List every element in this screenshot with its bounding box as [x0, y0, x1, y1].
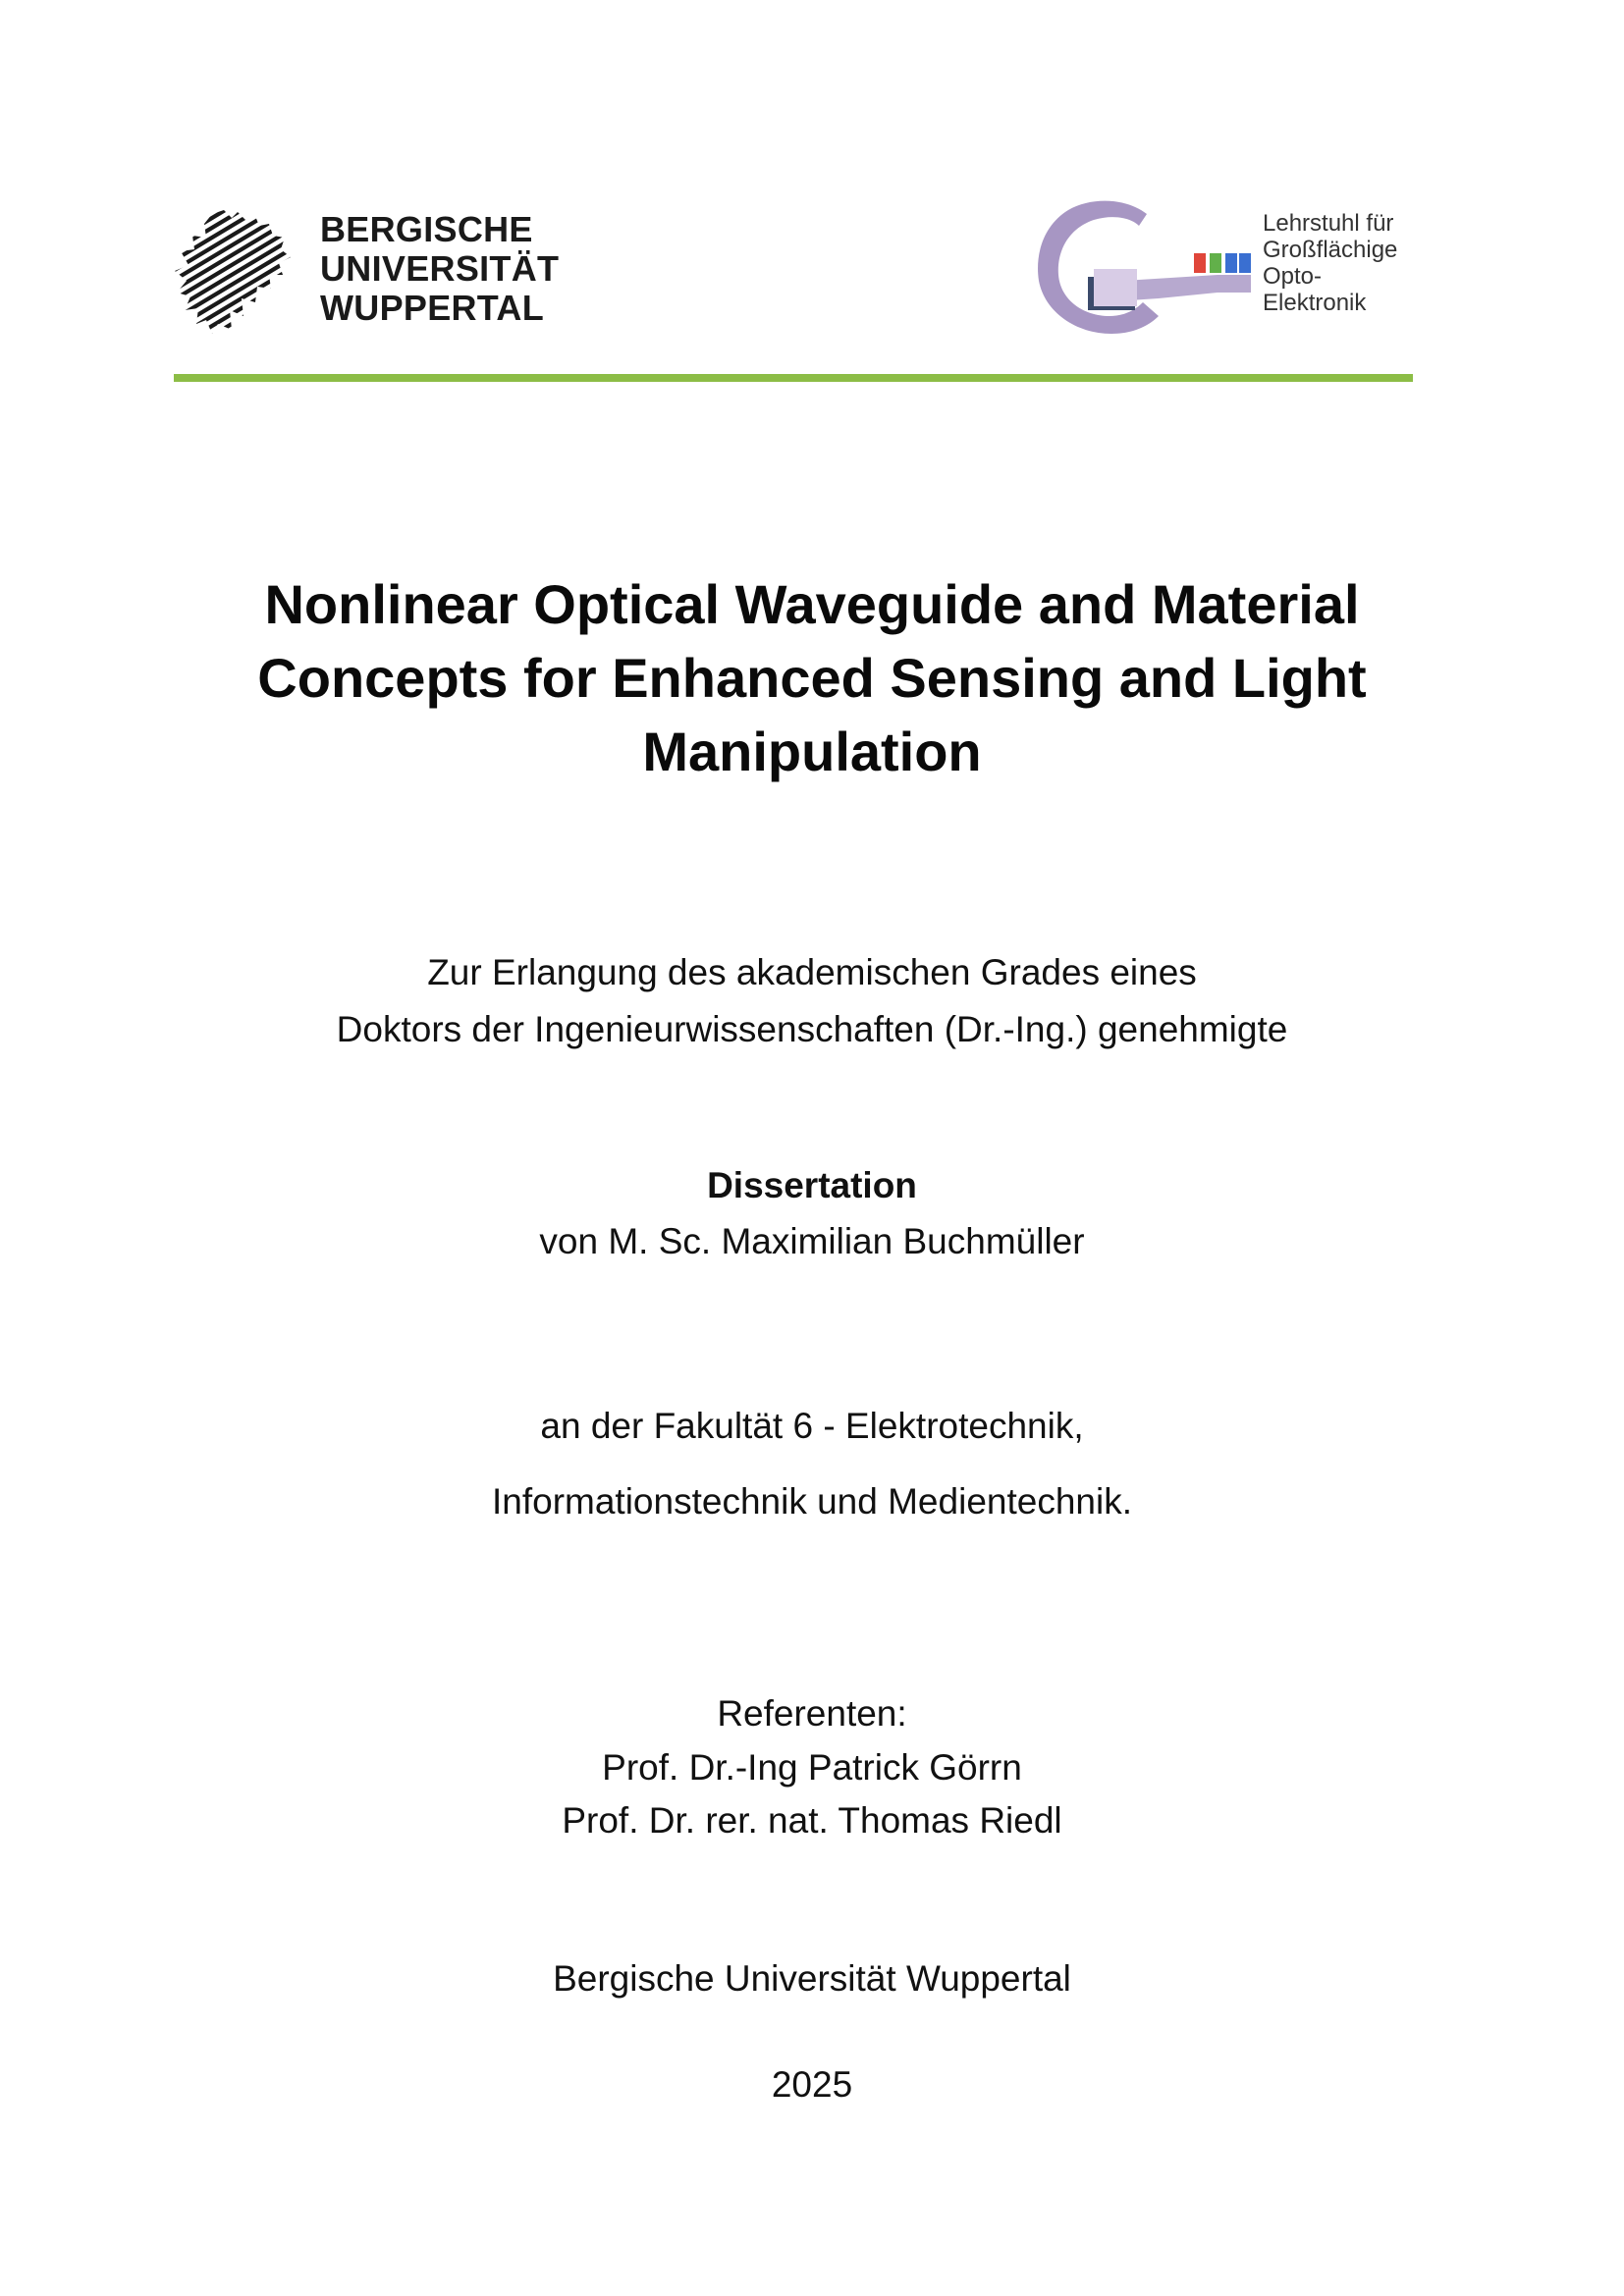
chair-wordmark-line: Opto-	[1263, 263, 1323, 290]
referee-name: Prof. Dr. rer. nat. Thomas Riedl	[562, 1800, 1062, 1841]
chair-wordmark-line: Elektronik	[1263, 290, 1367, 316]
university-logo	[173, 202, 585, 340]
degree-statement-line: Zur Erlangung des akademischen Grades eines	[427, 952, 1197, 992]
author-line: von M. Sc. Maximilian Buchmüller	[539, 1221, 1085, 1261]
chair-wordmark-line: Lehrstuhl für	[1263, 210, 1394, 237]
referee-name: Prof. Dr.-Ing Patrick Görrn	[602, 1747, 1022, 1788]
thesis-title-line: Nonlinear Optical Waveguide and Material	[264, 573, 1360, 635]
referees-heading: Referenten:	[717, 1693, 907, 1734]
faculty-line-2: Informationstechnik und Medientechnik.	[492, 1481, 1132, 1522]
thesis-title	[0, 567, 1624, 788]
degree-statement	[0, 944, 1624, 1058]
university-wordmark-line: UNIVERSITÄT	[320, 248, 560, 289]
lgo-mark-icon	[1021, 192, 1267, 340]
thesis-title-line: Concepts for Enhanced Sensing and Light	[257, 647, 1367, 709]
faculty-line-1: an der Fakultät 6 - Elektrotechnik,	[540, 1406, 1084, 1446]
university-wordmark	[320, 210, 559, 328]
thesis-title-line: Manipulation	[642, 721, 982, 782]
degree-statement-line: Doktors der Ingenieurwissenschaften (Dr.-Ing.) genehmigte	[336, 1009, 1288, 1049]
lion-crest-icon	[173, 208, 293, 334]
university-wordmark-line: BERGISCHE	[320, 209, 533, 249]
dissertation-label: Dissertation	[707, 1165, 917, 1205]
header-divider	[174, 374, 1413, 382]
chair-wordmark-line: Großflächige	[1263, 237, 1398, 263]
chair-wordmark	[1263, 210, 1397, 316]
publication-year: 2025	[771, 2064, 853, 2105]
chair-logo	[1021, 192, 1434, 340]
university-name: Bergische Universität Wuppertal	[553, 1958, 1071, 1999]
university-wordmark-line: WUPPERTAL	[320, 288, 545, 328]
